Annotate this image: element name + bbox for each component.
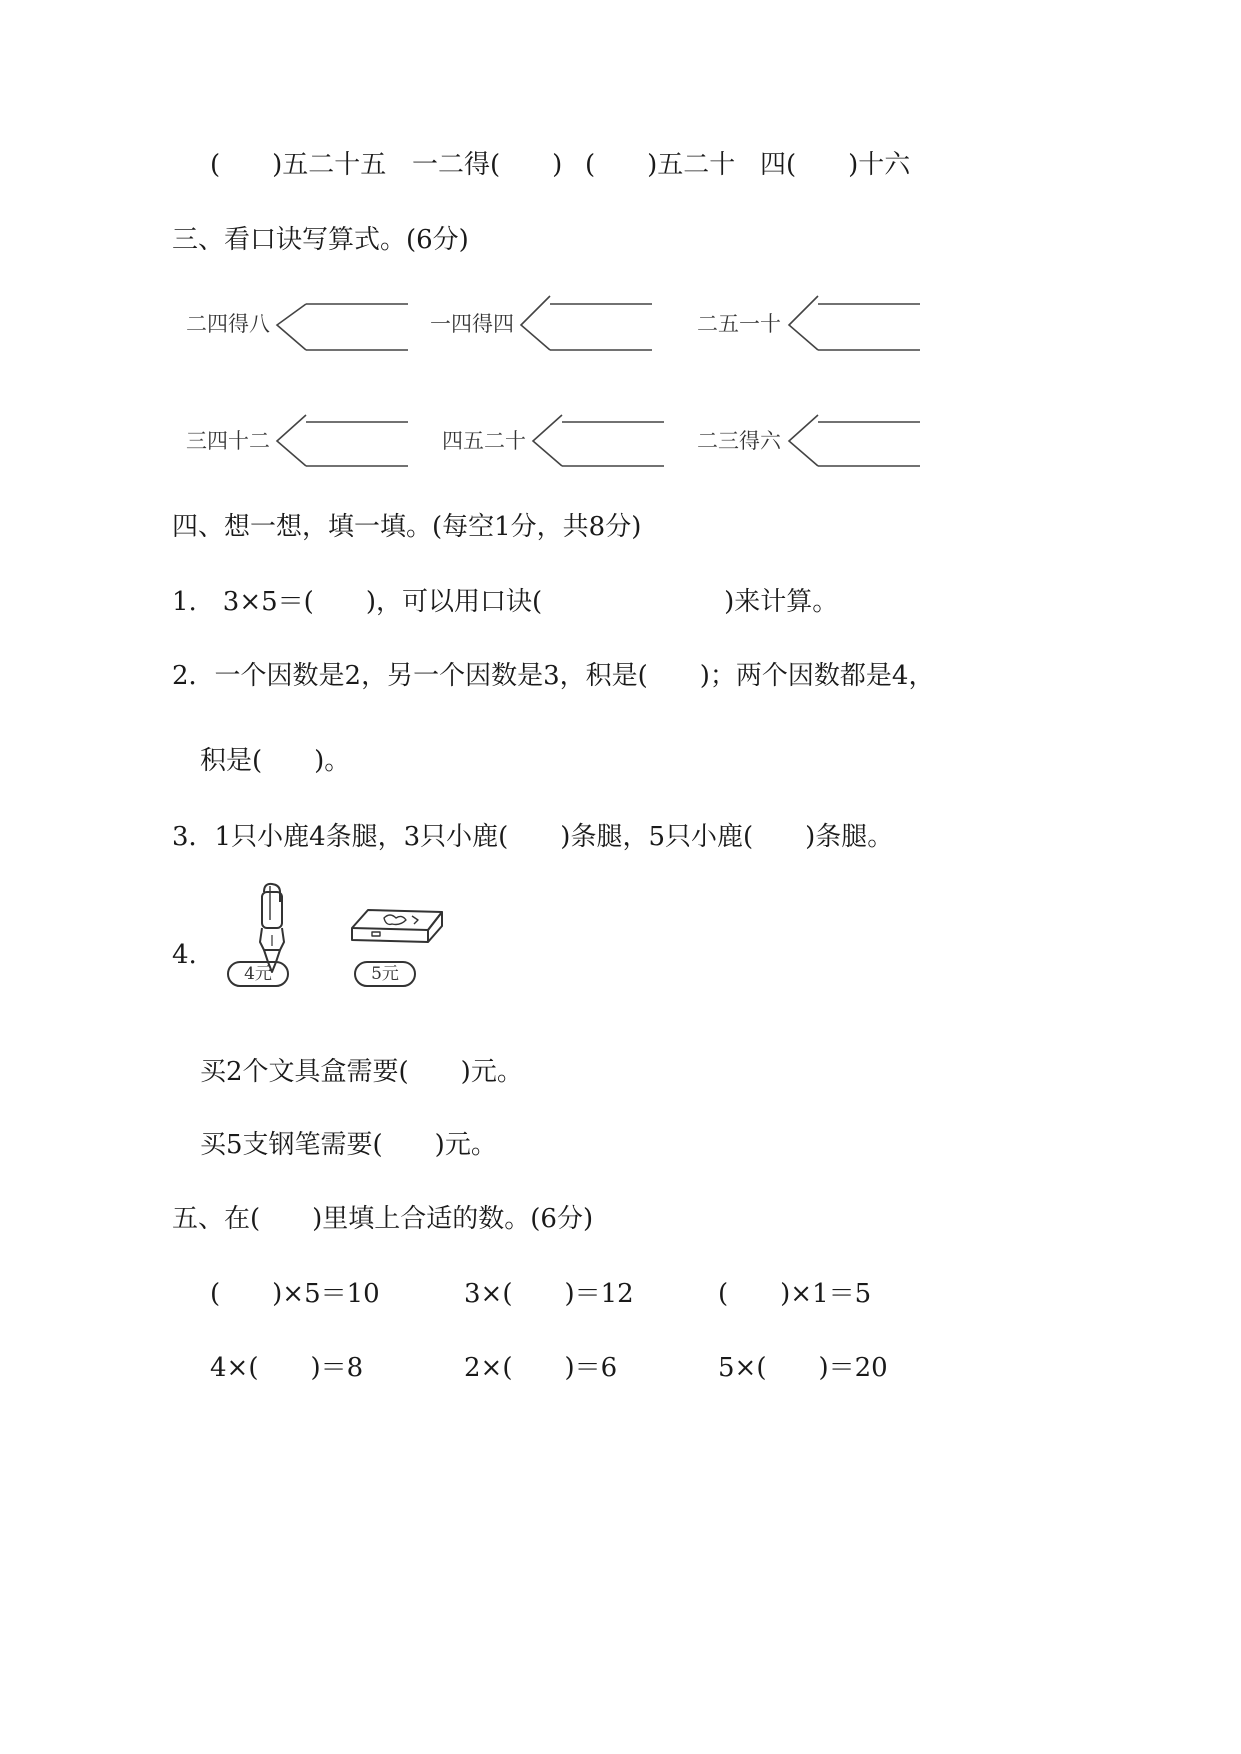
- question-3: 3．1只小鹿4条腿，3只小鹿( )条腿，5只小鹿( )条腿。: [172, 822, 894, 852]
- fill-item-1: ( )五二十五: [210, 150, 387, 180]
- box-price-tag: 5元: [354, 961, 416, 987]
- equation: 5×( )＝20: [718, 1353, 888, 1383]
- bracket-lines: [0, 0, 1241, 520]
- bracket-1: [277, 304, 306, 350]
- rhyme-label: 四五二十: [442, 429, 526, 453]
- rhyme-label: 二三得六: [697, 429, 781, 453]
- equation: ( )×5＝10: [210, 1279, 380, 1309]
- question-2-line-1: 2．一个因数是2，另一个因数是3，积是( )；两个因数都是4，: [172, 661, 935, 691]
- fill-item-2: 一二得( ): [412, 150, 563, 180]
- rhyme-label: 二四得八: [186, 312, 270, 336]
- section-5-heading: 五、在( )里填上合适的数。(6分): [172, 1204, 594, 1234]
- question-4b: 买5支钢笔需要( )元。: [200, 1130, 497, 1160]
- section-3-heading: 三、看口诀写算式。(6分): [172, 225, 469, 255]
- rhyme-label: 一四得四: [430, 312, 514, 336]
- pen-price-tag: 4元: [227, 961, 289, 987]
- fill-item-3: ( )五二十: [585, 150, 736, 180]
- section-4-heading: 四、想一想，填一填。(每空1分，共8分): [172, 512, 642, 542]
- rhyme-label: 二五一十: [697, 312, 781, 336]
- rhyme-label: 三四十二: [186, 429, 270, 453]
- equation: 4×( )＝8: [210, 1353, 364, 1383]
- bracket-4: [277, 415, 306, 466]
- question-4-number: 4.: [172, 940, 197, 970]
- fill-item-4: 四( )十六: [760, 150, 911, 180]
- bracket-3: [789, 296, 818, 350]
- question-2-line-2: 积是( )。: [200, 746, 351, 776]
- equation: ( )×1＝5: [718, 1279, 872, 1309]
- question-1: 1. 3×5＝( )，可以用口诀( )来计算。: [172, 587, 839, 617]
- pencil-box-icon: [348, 906, 448, 958]
- bracket-5: [533, 415, 562, 466]
- equation: 2×( )＝6: [464, 1353, 618, 1383]
- bracket-2: [521, 296, 550, 350]
- question-4a: 买2个文具盒需要( )元。: [200, 1057, 523, 1087]
- equation: 3×( )＝12: [464, 1279, 634, 1309]
- bracket-6: [789, 415, 818, 466]
